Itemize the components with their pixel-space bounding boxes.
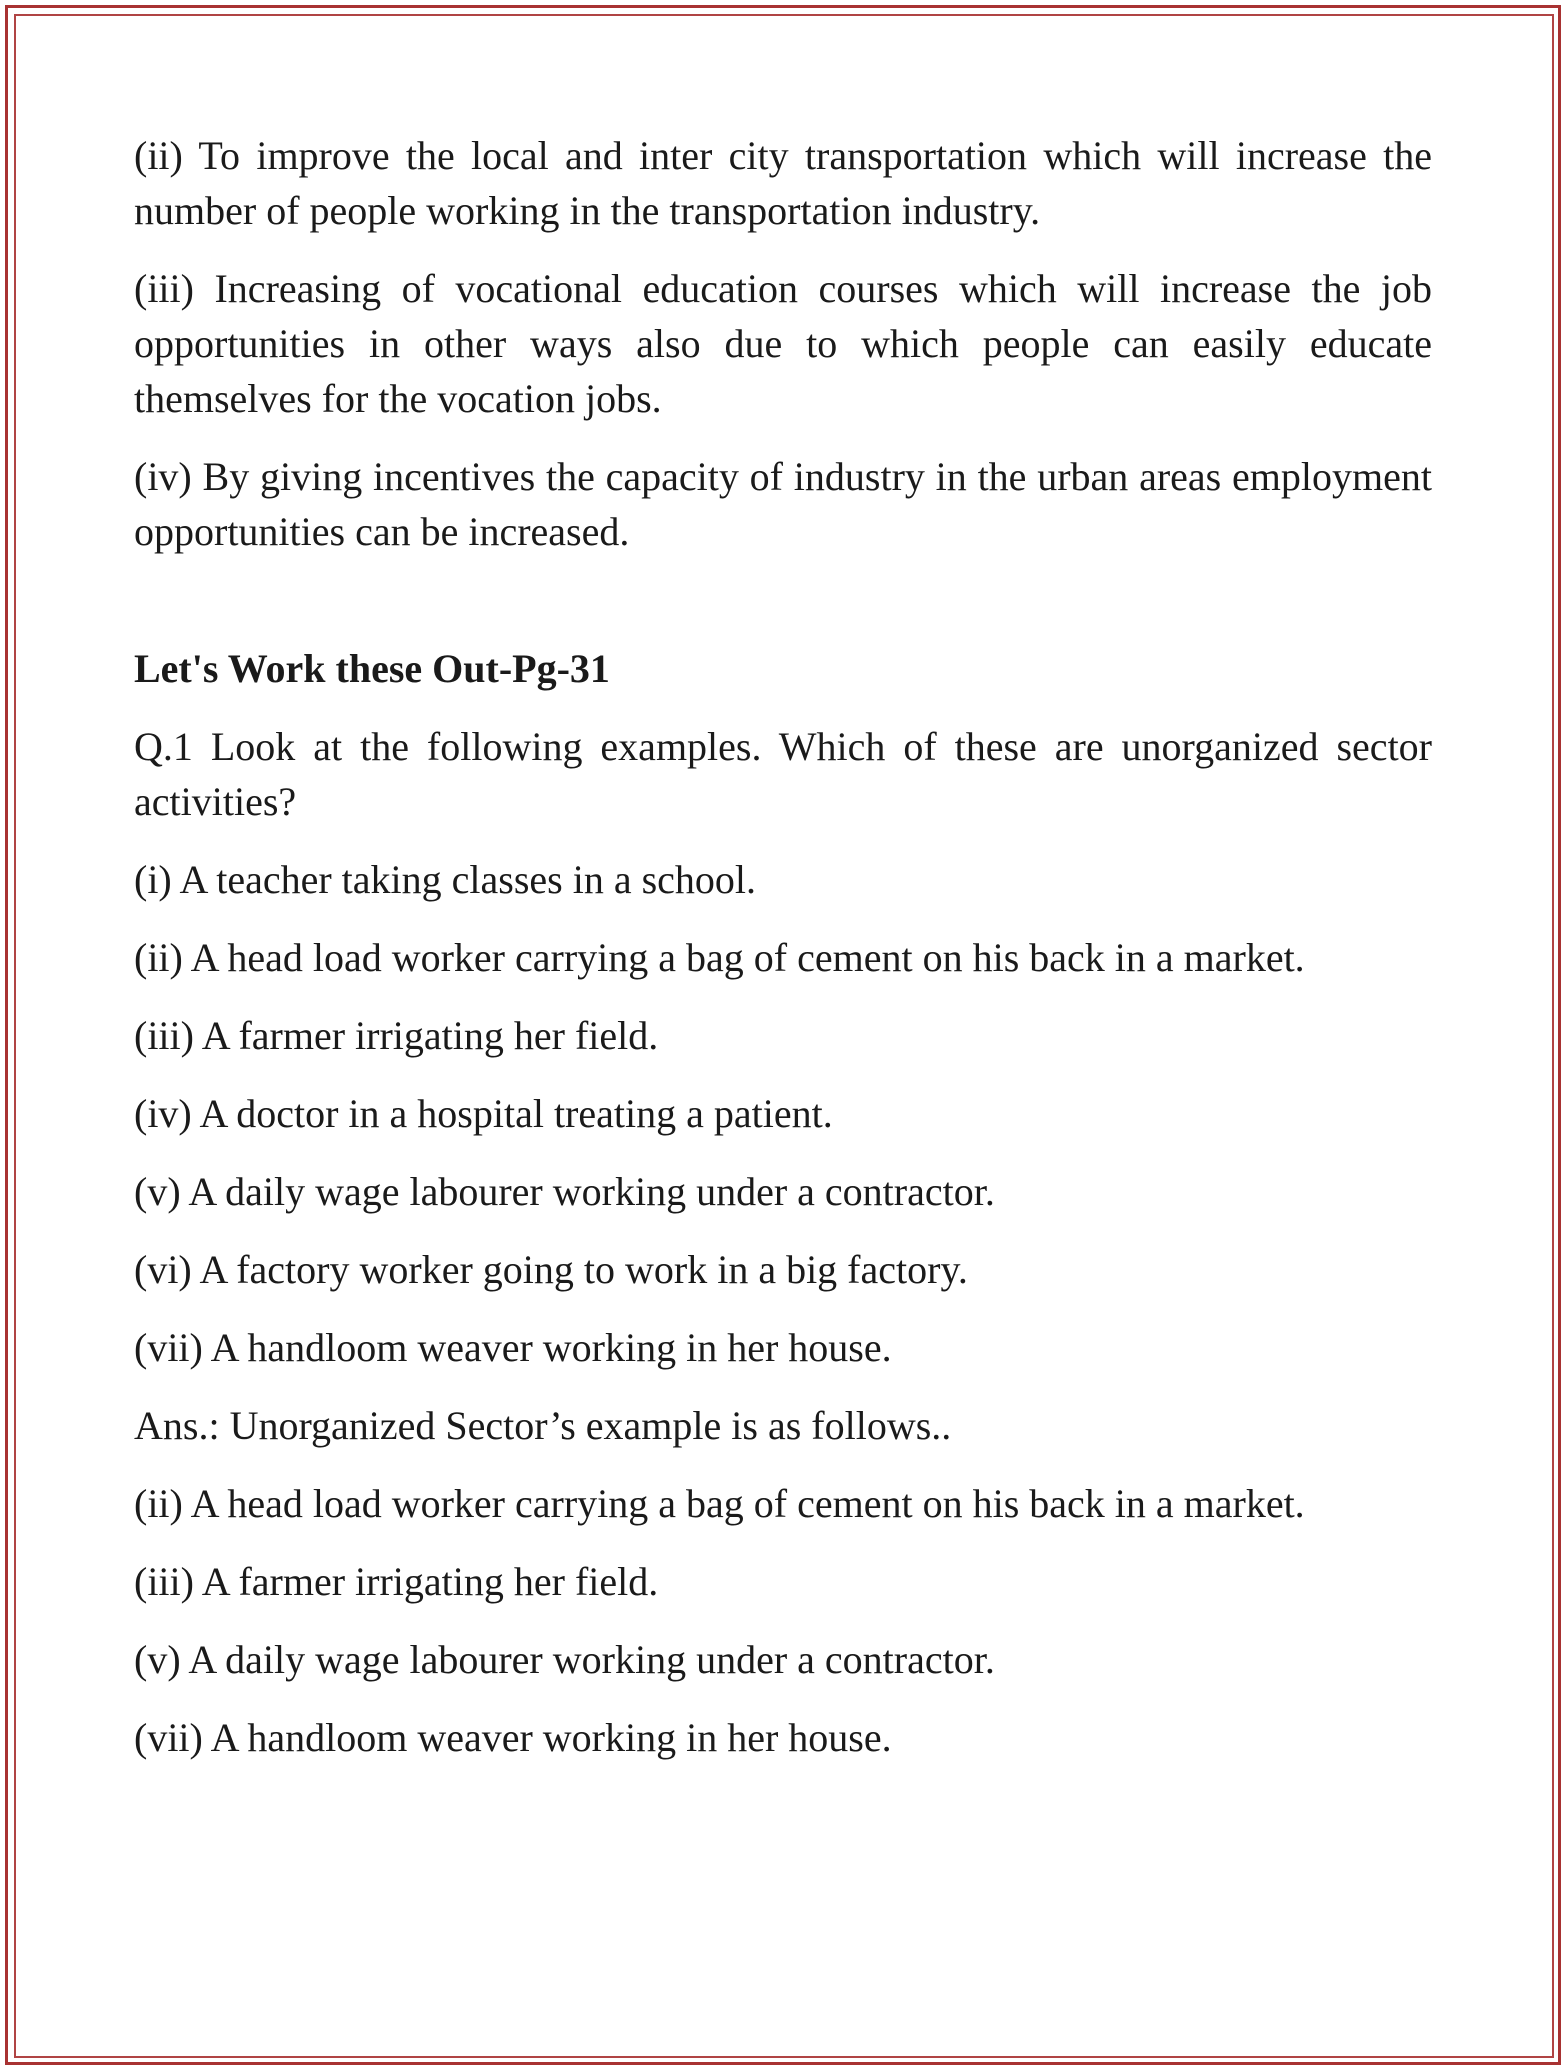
page-content <box>134 128 1432 1788</box>
question-text: Q.1 Look at the following examples. Which of these are unorganized sector activities? <box>134 724 1432 824</box>
example-item: (i) A teacher taking classes in a school. <box>134 857 757 902</box>
answer-item: (iii) A farmer irrigating her field. <box>134 1559 659 1604</box>
answer-intro: Ans.: Unorganized Sector’s example is as follows.. <box>134 1403 952 1448</box>
answer-item: (ii) A head load worker carrying a bag of cement on his back in a market. <box>134 1481 1305 1526</box>
example-item: (v) A daily wage labourer working under a contractor. <box>134 1169 995 1214</box>
example-item: (iv) A doctor in a hospital treating a patient. <box>134 1091 833 1136</box>
intro-point: (iii) Increasing of vocational education courses which will increase the job opportunities in other ways also due to which people can easily educate themselves for the vocation jobs. <box>134 266 1432 421</box>
intro-point: (ii) To improve the local and inter city transportation which will increase the number of people working in the transportation industry. <box>134 133 1432 233</box>
example-item: (ii) A head load worker carrying a bag of cement on his back in a market. <box>134 935 1305 980</box>
answer-item: (v) A daily wage labourer working under a contractor. <box>134 1637 995 1682</box>
answer-item: (vii) A handloom weaver working in her house. <box>134 1715 892 1760</box>
section-spacer <box>134 582 1432 641</box>
example-item: (iii) A farmer irrigating her field. <box>134 1013 659 1058</box>
intro-point: (iv) By giving incentives the capacity of industry in the urban areas employment opportunities can be increased. <box>134 454 1432 554</box>
example-item: (vii) A handloom weaver working in her house. <box>134 1325 892 1370</box>
example-item: (vi) A factory worker going to work in a big factory. <box>134 1247 968 1292</box>
section-heading: Let's Work these Out-Pg-31 <box>134 646 610 691</box>
